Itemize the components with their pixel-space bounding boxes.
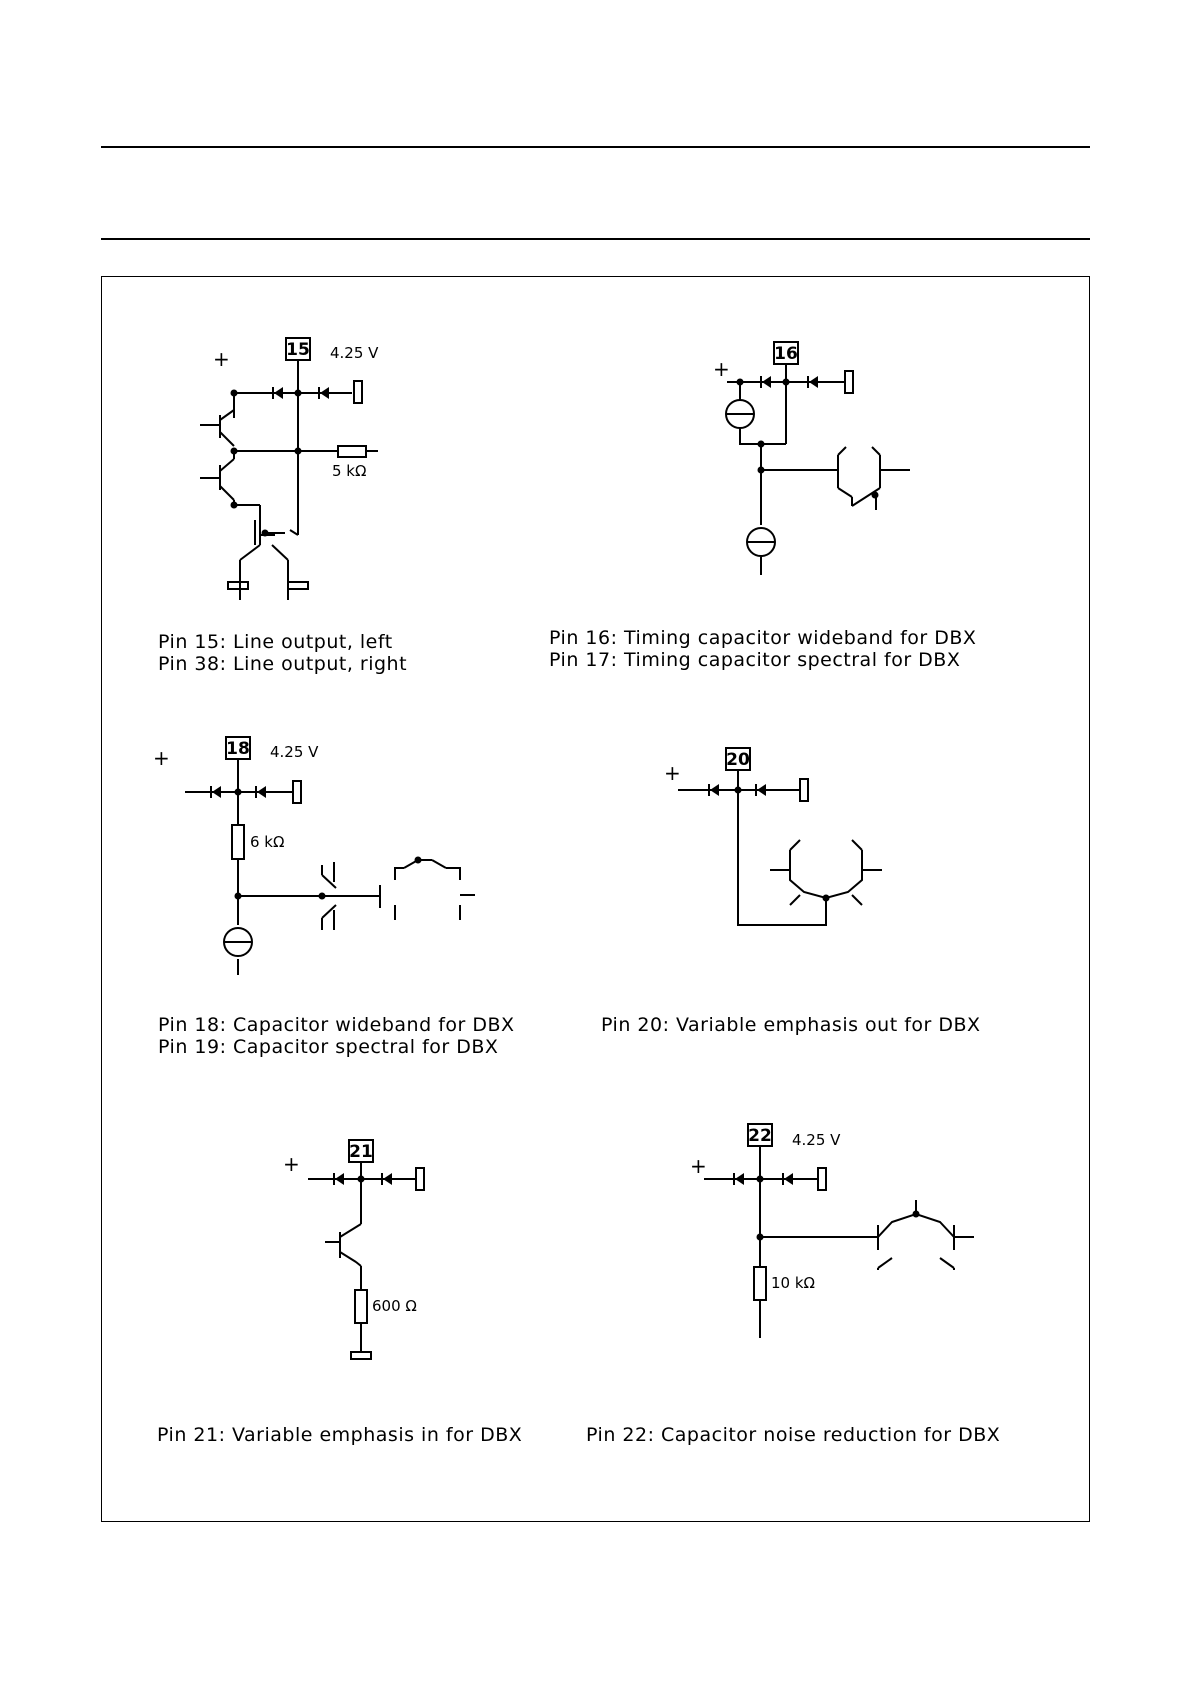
pin16-number: 16: [774, 344, 798, 364]
pin18-voltage: 4.25 V: [270, 743, 319, 761]
pin15-terminal: [354, 381, 362, 403]
pin16-caption-1: Pin 16: Timing capacitor wideband for DBX: [549, 627, 977, 649]
pin22-plus: +: [690, 1154, 707, 1178]
pin15-plus: +: [213, 347, 230, 371]
pin22-voltage: 4.25 V: [792, 1131, 841, 1149]
circuit-pin21: [157, 1140, 522, 1446]
pin15-resistor-value: 5 kΩ: [332, 462, 367, 480]
pin20-caption-1: Pin 20: Variable emphasis out for DBX: [601, 1014, 981, 1036]
pin21-resistor-value: 600 Ω: [372, 1297, 417, 1315]
pin22-number: 22: [748, 1126, 772, 1146]
circuit-pin15: [158, 338, 407, 675]
pin20-terminal: [800, 779, 808, 801]
pin15-caption-1: Pin 15: Line output, left: [158, 631, 393, 653]
pin22-resistor-value: 10 kΩ: [771, 1274, 816, 1292]
pin21-number: 21: [349, 1142, 373, 1162]
pin15-number: 15: [286, 340, 310, 360]
pin16-terminal: [845, 371, 853, 393]
pin15-caption-2: Pin 38: Line output, right: [158, 653, 408, 675]
circuit-pin20: [601, 748, 981, 1036]
pin22-terminal: [818, 1168, 826, 1190]
pin18-resistor-value: 6 kΩ: [250, 833, 285, 851]
pin18-terminal: [293, 781, 301, 803]
pin21-terminal: [416, 1168, 424, 1190]
pin20-number: 20: [726, 750, 750, 770]
pin20-plus: +: [664, 761, 681, 785]
pin21-plus: +: [283, 1152, 300, 1176]
pin22-resistor: [754, 1267, 766, 1300]
pin21-caption-1: Pin 21: Variable emphasis in for DBX: [157, 1424, 523, 1446]
pin18-plus: +: [153, 746, 170, 770]
pin22-caption-1: Pin 22: Capacitor noise reduction for DBX: [586, 1424, 1001, 1446]
pin18-caption-2: Pin 19: Capacitor spectral for DBX: [158, 1036, 499, 1058]
pin15-resistor: [338, 446, 366, 457]
circuit-pin18: [153, 737, 515, 1058]
pin16-plus: +: [713, 357, 730, 381]
pin15-voltage: 4.25 V: [330, 344, 379, 362]
pin21-resistor: [355, 1290, 367, 1323]
circuit-pin16: [549, 342, 976, 671]
pin18-number: 18: [226, 739, 250, 759]
pin16-caption-2: Pin 17: Timing capacitor spectral for DBX: [549, 649, 961, 671]
circuit-pin22: [586, 1124, 1000, 1446]
pin18-caption-1: Pin 18: Capacitor wideband for DBX: [158, 1014, 515, 1036]
pin18-resistor: [232, 825, 244, 859]
